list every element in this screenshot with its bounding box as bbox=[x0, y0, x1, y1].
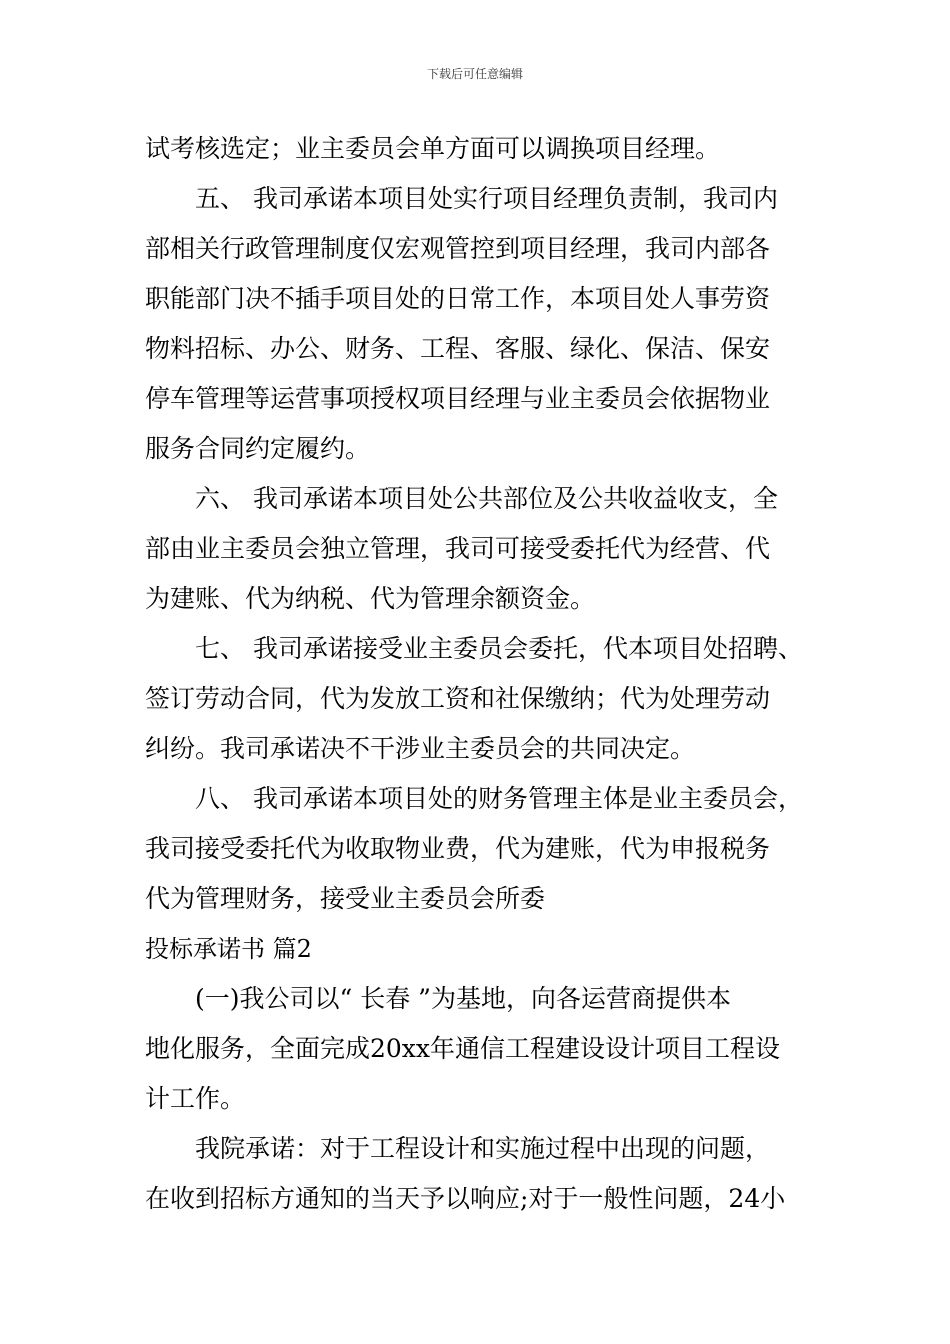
text-line: 五、 我司承诺本项目处实行项目经理负责制，我司内 bbox=[195, 184, 778, 213]
text-line: 部由业主委员会独立管理，我司可接受委托代为经营、代 bbox=[145, 534, 771, 563]
text-line: 计工作。 bbox=[145, 1084, 246, 1113]
text-line: 职能部门决不插手项目处的日常工作，本项目处人事劳资 bbox=[145, 284, 771, 313]
text-line: 签订劳动合同，代为发放工资和社保缴纳；代为处理劳动 bbox=[145, 684, 771, 713]
text-line: 六、 我司承诺本项目处公共部位及公共收益收支，全 bbox=[195, 484, 778, 513]
section-heading: 投标承诺书 篇2 bbox=[145, 935, 312, 963]
text-line: 我司接受委托代为收取物业费，代为建账，代为申报税务 bbox=[145, 834, 771, 863]
text-line: 八、 我司承诺本项目处的财务管理主体是业主委员会， bbox=[195, 784, 803, 813]
text-line: 试考核选定；业主委员会单方面可以调换项目经理。 bbox=[145, 134, 721, 163]
text-line: 七、 我司承诺接受业主委员会委托，代本项目处招聘、 bbox=[195, 634, 803, 663]
text-line: 地化服务，全面完成20xx年通信工程建设设计项目工程设 bbox=[145, 1034, 781, 1063]
text-line: 代为管理财务，接受业主委员会所委 bbox=[145, 884, 546, 913]
page-header: 下载后可任意编辑 bbox=[426, 67, 523, 81]
document-body bbox=[145, 124, 845, 1224]
text-line: 我院承诺：对于工程设计和实施过程中出现的问题， bbox=[195, 1134, 771, 1163]
text-line: 部相关行政管理制度仅宏观管控到项目经理，我司内部各 bbox=[145, 234, 771, 263]
text-line: 在收到招标方通知的当天予以响应;对于一般性问题，24小 bbox=[145, 1184, 786, 1213]
text-line: 纠纷。我司承诺决不干涉业主委员会的共同决定。 bbox=[145, 734, 696, 763]
text-line: (一)我公司以“ 长春 ”为基地，向各运营商提供本 bbox=[195, 984, 731, 1013]
text-line: 为建账、代为纳税、代为管理余额资金。 bbox=[145, 584, 596, 613]
text-line: 服务合同约定履约。 bbox=[145, 434, 371, 463]
text-line: 停车管理等运营事项授权项目经理与业主委员会依据物业 bbox=[145, 384, 771, 413]
text-line: 物料招标、办公、财务、工程、客服、绿化、保洁、保安 bbox=[145, 334, 771, 363]
